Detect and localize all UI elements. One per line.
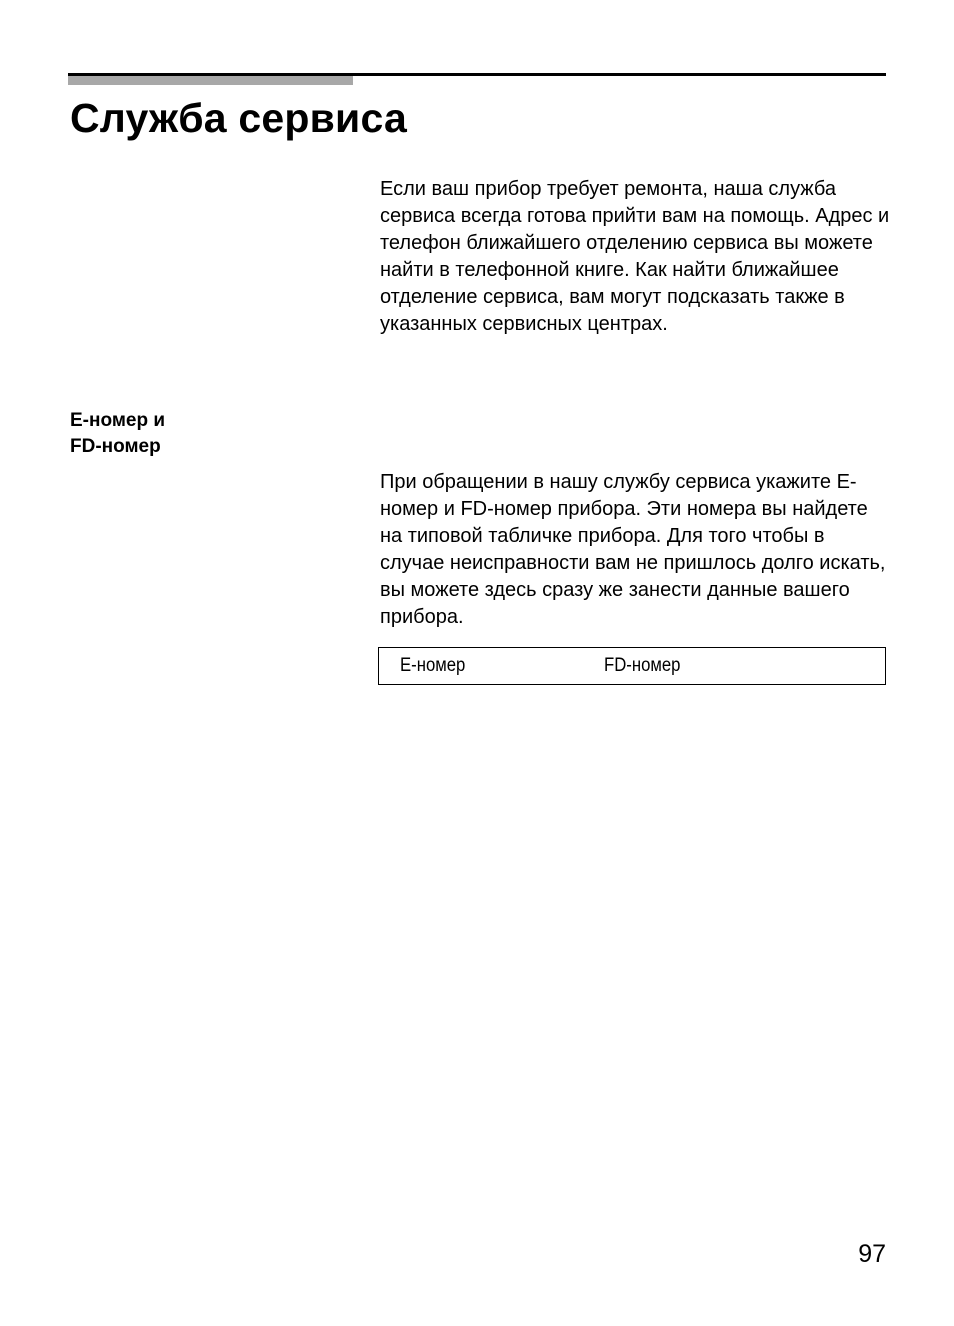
- intro-paragraph: Если ваш прибор требует ремонта, наша служба сервиса всегда готова прийти вам на помощь. Адрес и телефон ближайшего отделению сервиса вы можете найти в телефонной книге. Как найти ближайшее отделение сервиса, вам могут подсказать также в указанных сервисных центрах.: [380, 178, 890, 335]
- page-number: 97: [858, 1240, 886, 1268]
- e-number-field-label: E-номер: [400, 655, 466, 676]
- enr-paragraph: При обращении в нашу службу сервиса укажите E-номер и FD-номер прибора. Эти номера вы найдете на типовой табличке прибора. Для того чтобы в случае неисправности вам не пришлось долго искать, вы можете здесь сразу же занести данные вашего прибора.: [380, 471, 886, 628]
- page-title: Служба сервиса: [70, 95, 407, 141]
- enr-section-heading: [70, 408, 165, 460]
- header-accent-bar: [68, 76, 353, 85]
- enr-heading-line-1: E-номер и: [70, 410, 166, 431]
- enr-heading-line-2: FD-номер: [70, 436, 161, 457]
- device-number-form-box: [378, 647, 886, 685]
- fd-number-field-label: FD-номер: [604, 655, 681, 676]
